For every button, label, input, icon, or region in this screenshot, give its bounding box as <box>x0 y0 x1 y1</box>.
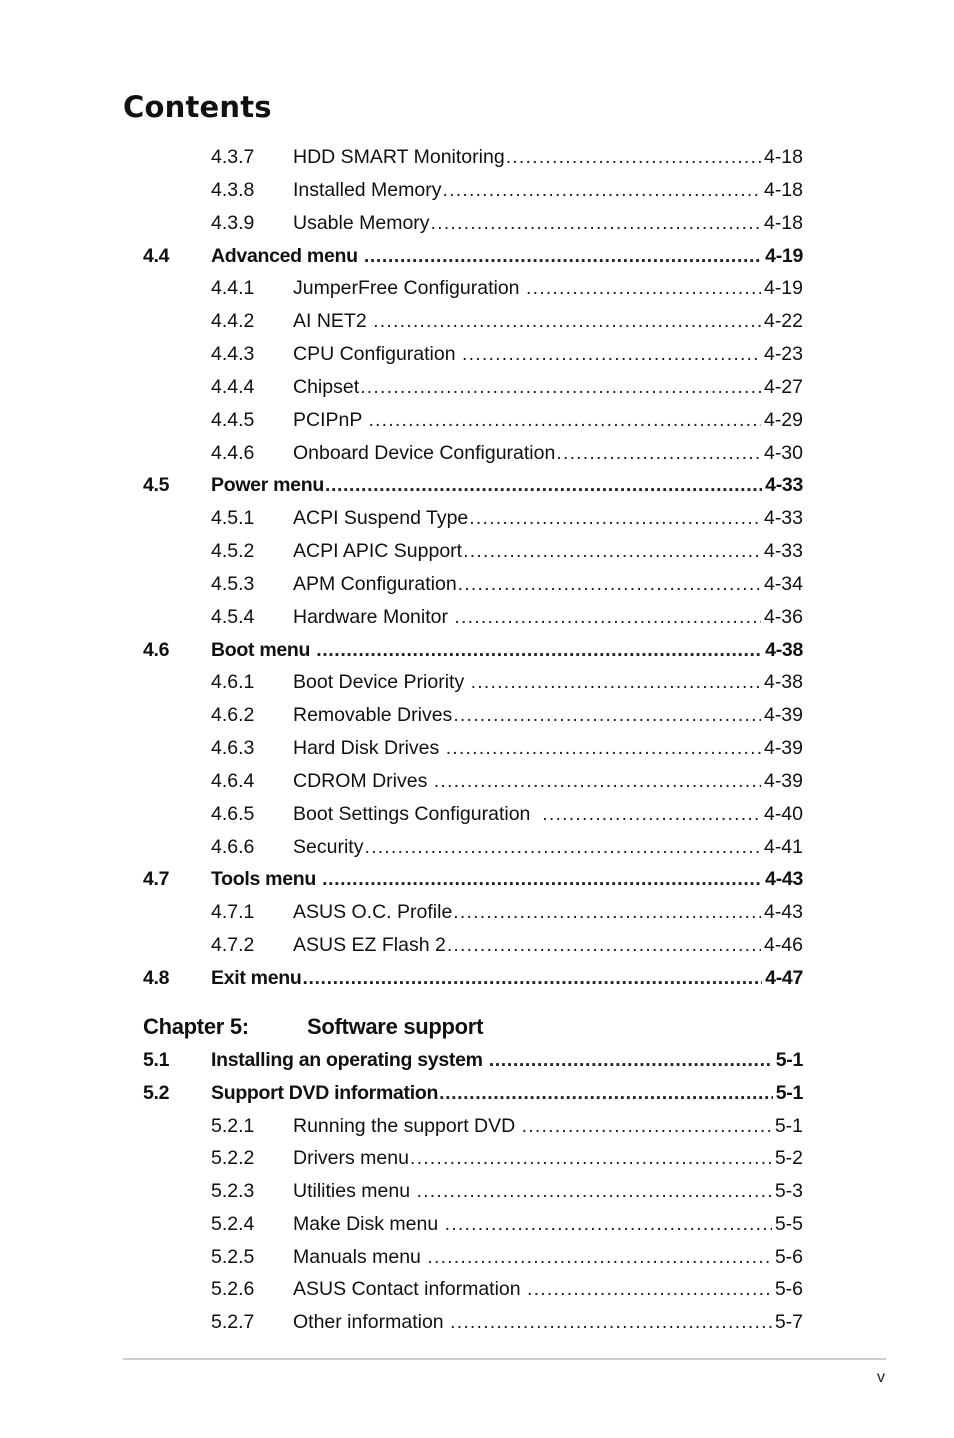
dot-leader <box>463 537 761 565</box>
dot-leader <box>454 603 761 631</box>
toc-entry-number: 5.1 <box>143 1049 170 1071</box>
toc-entry-page: 4-18 <box>763 211 803 234</box>
toc-entry-page: 4-33 <box>765 474 803 497</box>
toc-section-entry <box>0 471 954 499</box>
toc-subsection-entry <box>0 504 954 532</box>
toc-entry-number: 5.2.6 <box>211 1278 255 1301</box>
toc-entry-page: 4-34 <box>763 572 803 595</box>
toc-entry-line <box>293 373 803 401</box>
footer-divider <box>123 1358 886 1360</box>
toc-entry-line <box>293 701 803 729</box>
toc-entry-page: 4-33 <box>763 507 803 530</box>
toc-entry-page: 4-38 <box>765 638 803 661</box>
toc-entry-number: 4.5.3 <box>211 572 255 595</box>
dot-leader <box>373 307 761 335</box>
toc-entry-number: 5.2.4 <box>211 1212 255 1235</box>
toc-entry-label: Installed Memory <box>293 178 442 201</box>
toc-entry-page: 4-19 <box>765 244 803 267</box>
dot-leader <box>458 570 761 598</box>
toc-entry-page: 4-43 <box>763 901 803 924</box>
toc-entry-number: 4.5.4 <box>211 605 255 628</box>
toc-entry-page: 4-36 <box>763 605 803 628</box>
dot-leader <box>447 931 761 959</box>
toc-subsection-entry <box>0 1210 954 1238</box>
chapter-title: Software support <box>307 1014 484 1039</box>
toc-section-entry <box>0 1046 954 1074</box>
toc-entry-line <box>293 668 803 696</box>
toc-entry-label: Hard Disk Drives <box>293 737 445 760</box>
toc-entry-number: 4.5 <box>143 474 170 497</box>
toc-entry-number: 5.2 <box>143 1081 170 1104</box>
toc-subsection-entry <box>0 668 954 696</box>
toc-entry-number: 4.6.6 <box>211 835 255 858</box>
chapter-heading <box>0 1012 954 1042</box>
toc-entry-line <box>293 307 803 335</box>
toc-entry-page: 4-29 <box>763 408 803 431</box>
toc-entry-label: Manuals menu <box>293 1245 427 1268</box>
toc-entry-label: Tools menu <box>211 868 322 891</box>
dot-leader <box>489 1046 773 1074</box>
toc-subsection-entry <box>0 439 954 467</box>
toc-entry-label: Security <box>293 835 364 858</box>
toc-entry-page: 5-3 <box>774 1180 803 1202</box>
toc-entry-label: CPU Configuration <box>293 343 461 366</box>
toc-entry-page: 4-18 <box>763 178 803 201</box>
toc-entry-line <box>293 898 803 926</box>
toc-entry-line <box>211 964 803 992</box>
dot-leader <box>431 209 761 237</box>
toc-entry-label: Chipset <box>293 375 360 398</box>
toc-subsection-entry <box>0 176 954 204</box>
toc-subsection-entry <box>0 1275 954 1303</box>
toc-entry-line <box>293 767 803 795</box>
dot-leader <box>427 1243 771 1271</box>
toc-section-entry <box>0 242 954 270</box>
dot-leader <box>462 340 761 368</box>
toc-entry-number: 4.3.7 <box>211 146 255 168</box>
toc-subsection-entry <box>0 340 954 368</box>
dot-leader <box>303 964 763 992</box>
toc-entry-line <box>293 209 803 237</box>
toc-entry-number: 4.6.4 <box>211 769 255 792</box>
toc-section-entry <box>0 964 954 992</box>
toc-entry-page: 4-23 <box>763 343 803 366</box>
dot-leader <box>445 1210 772 1238</box>
toc-subsection-entry <box>0 1308 954 1336</box>
toc-subsection-entry <box>0 1144 954 1172</box>
toc-entry-page: 5-1 <box>775 1081 803 1104</box>
toc-entry-page: 4-40 <box>763 802 803 825</box>
toc-entry-label: ASUS Contact information <box>293 1278 527 1301</box>
toc-entry-page: 5-1 <box>775 1049 803 1071</box>
toc-entry-page: 4-43 <box>765 868 803 891</box>
toc-entry-line <box>211 865 803 893</box>
dot-leader <box>556 439 761 467</box>
dot-leader <box>434 767 761 795</box>
toc-entry-line <box>293 833 803 861</box>
toc-entry-number: 4.3.8 <box>211 178 255 201</box>
toc-subsection-entry <box>0 898 954 926</box>
toc-entry-line <box>293 800 803 828</box>
toc-entry-number: 4.7 <box>143 868 170 891</box>
toc-subsection-entry <box>0 1112 954 1140</box>
dot-leader <box>416 1177 771 1205</box>
toc-entry-line <box>211 1046 803 1074</box>
toc-subsection-entry <box>0 143 954 171</box>
toc-entry-number: 4.6.5 <box>211 802 255 825</box>
dot-leader <box>325 471 762 499</box>
toc-entry-number: 4.3.9 <box>211 211 255 234</box>
toc-subsection-entry <box>0 570 954 598</box>
toc-entry-page: 5-6 <box>774 1278 803 1301</box>
toc-entry-line <box>293 570 803 598</box>
dot-leader <box>522 1112 772 1140</box>
toc-entry-page: 4-41 <box>763 835 803 858</box>
dot-leader <box>453 701 761 729</box>
toc-subsection-entry <box>0 931 954 959</box>
toc-entry-line <box>293 1112 803 1140</box>
toc-entry-page: 4-38 <box>763 671 803 694</box>
dot-leader <box>527 1275 772 1303</box>
page-number: v <box>877 1369 885 1386</box>
toc-entry-number: 4.4.6 <box>211 441 255 464</box>
toc-entry-page: 4-19 <box>763 277 803 300</box>
toc-entry-number: 5.2.1 <box>211 1114 255 1137</box>
toc-entry-line <box>293 406 803 434</box>
toc-entry-number: 4.6.1 <box>211 671 255 694</box>
dot-leader <box>439 1079 773 1107</box>
toc-entry-label: AI NET2 <box>293 310 373 333</box>
toc-entry-number: 4.4.4 <box>211 375 255 398</box>
toc-entry-label: Boot menu <box>211 638 316 661</box>
toc-entry-label: Power menu <box>211 474 324 497</box>
toc-entry-label: Running the support DVD <box>293 1114 521 1137</box>
toc-entry-line <box>293 1144 803 1172</box>
toc-entry-label: Removable Drives <box>293 704 453 727</box>
dot-leader <box>364 242 762 270</box>
toc-entry-page: 5-5 <box>774 1212 803 1235</box>
toc-entry-label: PCIPnP <box>293 408 368 431</box>
toc-entry-number: 4.4.1 <box>211 277 255 300</box>
toc-entry-label: CDROM Drives <box>293 769 433 792</box>
toc-entry-label: Advanced menu <box>211 244 363 267</box>
toc-entry-page: 4-39 <box>763 769 803 792</box>
toc-entry-line <box>211 636 803 664</box>
toc-entry-page: 4-39 <box>763 737 803 760</box>
toc-entry-number: 4.6 <box>143 638 170 661</box>
dot-leader <box>526 274 761 302</box>
toc-subsection-entry <box>0 734 954 762</box>
dot-leader <box>471 668 761 696</box>
toc-entry-label: Utilities menu <box>293 1180 416 1202</box>
toc-entry-page: 4-30 <box>763 441 803 464</box>
toc-subsection-entry <box>0 800 954 828</box>
toc-entry-page: 4-33 <box>763 540 803 563</box>
toc-entry-line <box>293 439 803 467</box>
page-title: Contents <box>123 90 272 124</box>
dot-leader <box>469 504 761 532</box>
toc-subsection-entry <box>0 767 954 795</box>
toc-section-entry <box>0 865 954 893</box>
toc-entry-number: 4.4.5 <box>211 408 255 431</box>
toc-entry-page: 4-46 <box>763 934 803 957</box>
chapter-number: Chapter 5: <box>143 1014 249 1039</box>
toc-entry-page: 5-2 <box>774 1147 803 1170</box>
toc-entry-page: 4-47 <box>765 967 803 989</box>
toc-entry-label: Installing an operating system <box>211 1049 488 1071</box>
toc-subsection-entry <box>0 1243 954 1271</box>
toc-entry-label: ASUS EZ Flash 2 <box>293 934 446 957</box>
toc-entry-number: 5.2.7 <box>211 1311 255 1333</box>
toc-entry-label: Make Disk menu <box>293 1212 444 1235</box>
toc-entry-line <box>211 471 803 499</box>
toc-section-entry <box>0 636 954 664</box>
dot-leader <box>410 1144 772 1172</box>
toc-entry-line <box>293 1308 803 1336</box>
toc-entry-line <box>293 1243 803 1271</box>
toc-entry-label: ASUS O.C. Profile <box>293 901 453 924</box>
toc-entry-number: 5.2.2 <box>211 1147 255 1170</box>
toc-entry-number: 4.7.1 <box>211 901 255 924</box>
toc-subsection-entry <box>0 701 954 729</box>
toc-entry-number: 4.5.2 <box>211 540 255 563</box>
toc-entry-label: ACPI APIC Support <box>293 540 463 563</box>
toc-entry-line <box>293 176 803 204</box>
toc-entry-number: 5.2.5 <box>211 1245 255 1268</box>
toc-entry-line <box>293 504 803 532</box>
toc-entry-page: 4-18 <box>763 146 803 168</box>
toc-entry-number: 5.2.3 <box>211 1180 255 1202</box>
toc-entry-label: APM Configuration <box>293 572 457 595</box>
toc-entry-number: 4.8 <box>143 967 170 989</box>
toc-entry-label: JumperFree Configuration <box>293 277 525 300</box>
toc-entry-label: Hardware Monitor <box>293 605 454 628</box>
dot-leader <box>368 406 761 434</box>
dot-leader <box>442 176 761 204</box>
toc-entry-label: ACPI Suspend Type <box>293 507 469 530</box>
dot-leader <box>450 1308 772 1336</box>
dot-leader <box>453 898 761 926</box>
toc-entry-line <box>293 734 803 762</box>
toc-subsection-entry <box>0 274 954 302</box>
toc-subsection-entry <box>0 307 954 335</box>
dot-leader <box>446 734 761 762</box>
toc-entry-label: Usable Memory <box>293 211 430 234</box>
toc-entry-page: 4-39 <box>763 704 803 727</box>
toc-subsection-entry <box>0 833 954 861</box>
toc-subsection-entry <box>0 209 954 237</box>
toc-section-entry <box>0 1079 954 1107</box>
dot-leader <box>542 800 761 828</box>
toc-entry-label: Support DVD information <box>211 1081 439 1104</box>
toc-entry-line <box>293 931 803 959</box>
toc-entry-label: Boot Device Priority <box>293 671 470 694</box>
toc-entry-label: Onboard Device Configuration <box>293 441 556 464</box>
toc-subsection-entry <box>0 406 954 434</box>
toc-entry-page: 4-22 <box>763 310 803 333</box>
toc-entry-number: 4.4.3 <box>211 343 255 366</box>
toc-entry-number: 4.6.2 <box>211 704 255 727</box>
toc-subsection-entry <box>0 603 954 631</box>
toc-entry-line <box>293 1177 803 1205</box>
dot-leader <box>316 636 762 664</box>
toc-entry-label: Exit menu <box>211 967 302 989</box>
toc-entry-number: 4.6.3 <box>211 737 255 760</box>
toc-entry-number: 4.4 <box>143 244 170 267</box>
toc-entry-label: Drivers menu <box>293 1147 409 1170</box>
toc-entry-line <box>293 1210 803 1238</box>
toc-entry-line <box>293 274 803 302</box>
toc-entry-page: 4-27 <box>763 375 803 398</box>
dot-leader <box>506 143 761 171</box>
toc-entry-line <box>293 537 803 565</box>
toc-entry-line <box>293 1275 803 1303</box>
toc-subsection-entry <box>0 537 954 565</box>
toc-entry-number: 4.5.1 <box>211 507 255 530</box>
toc-entry-line <box>211 1079 803 1107</box>
dot-leader <box>364 833 761 861</box>
dot-leader <box>322 865 762 893</box>
toc-entry-line <box>293 143 803 171</box>
toc-entry-page: 5-1 <box>774 1114 803 1137</box>
toc-subsection-entry <box>0 373 954 401</box>
toc-entry-page: 5-7 <box>774 1311 803 1333</box>
dot-leader <box>360 373 761 401</box>
toc-entry-label: Boot Settings Configuration <box>293 802 542 825</box>
toc-entry-line <box>293 603 803 631</box>
toc-subsection-entry <box>0 1177 954 1205</box>
toc-entry-page: 5-6 <box>774 1245 803 1268</box>
toc-entry-number: 4.4.2 <box>211 310 255 333</box>
toc-entry-label: Other information <box>293 1311 450 1333</box>
toc-entry-line <box>293 340 803 368</box>
toc-entry-line <box>211 242 803 270</box>
toc-entry-label: HDD SMART Monitoring <box>293 146 505 168</box>
toc-entry-number: 4.7.2 <box>211 934 255 957</box>
